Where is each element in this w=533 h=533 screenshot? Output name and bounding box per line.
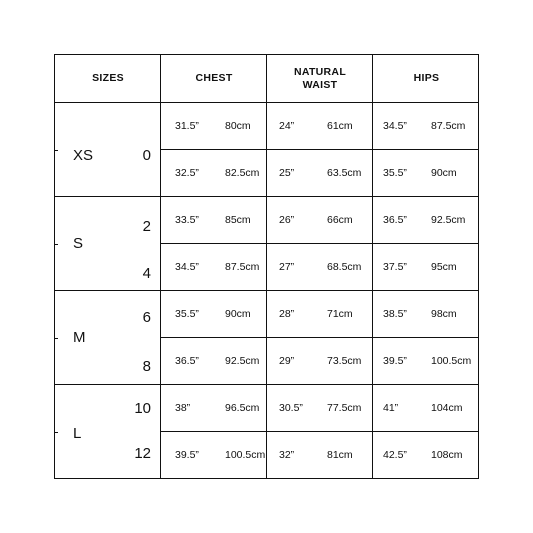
waist-inches: 29” <box>279 355 295 367</box>
chest-cm: 96.5cm <box>225 402 260 414</box>
size-cell <box>55 291 161 384</box>
size-cell <box>55 197 161 290</box>
size-number: 10 <box>134 400 151 417</box>
chest-cm: 90cm <box>225 308 251 320</box>
chest-cm: 100.5cm <box>225 449 266 461</box>
waist-cm: 71cm <box>327 308 353 320</box>
size-letter: XS <box>73 147 94 164</box>
table-row <box>161 338 478 384</box>
chest-inches: 32.5” <box>175 167 199 179</box>
size-letter: S <box>73 235 84 252</box>
header-natural-waist <box>267 55 373 102</box>
waist-inches: 30.5” <box>279 402 303 414</box>
table-row <box>161 432 478 478</box>
table-row <box>161 244 478 290</box>
header-hips: HIPS <box>413 72 440 84</box>
column-divider <box>266 55 267 478</box>
waist-cm: 81cm <box>327 449 353 461</box>
waist-cm: 77.5cm <box>327 402 362 414</box>
hips-cm: 100.5cm <box>431 355 472 367</box>
size-number: 4 <box>142 265 151 282</box>
chest-cm: 80cm <box>225 120 251 132</box>
size-cell <box>55 385 161 478</box>
size-number: 2 <box>142 218 151 235</box>
table-row <box>161 291 478 338</box>
hips-inches: 37.5” <box>383 261 407 273</box>
tick-mark <box>55 432 58 433</box>
waist-cm: 61cm <box>327 120 353 132</box>
chest-inches: 34.5” <box>175 261 199 273</box>
size-number: 12 <box>134 445 151 462</box>
chest-cm: 87.5cm <box>225 261 260 273</box>
size-letter: M <box>73 329 86 346</box>
hips-cm: 108cm <box>431 449 463 461</box>
tick-mark <box>55 244 58 245</box>
size-cell <box>55 103 161 196</box>
hips-inches: 39.5” <box>383 355 407 367</box>
waist-cm: 63.5cm <box>327 167 362 179</box>
hips-inches: 41” <box>383 402 399 414</box>
chest-inches: 36.5” <box>175 355 199 367</box>
chest-inches: 35.5” <box>175 308 199 320</box>
hips-inches: 34.5” <box>383 120 407 132</box>
chest-inches: 39.5” <box>175 449 199 461</box>
hips-cm: 90cm <box>431 167 457 179</box>
hips-inches: 42.5” <box>383 449 407 461</box>
waist-inches: 28” <box>279 308 295 320</box>
hips-cm: 92.5cm <box>431 214 466 226</box>
chest-inches: 38” <box>175 402 191 414</box>
table-row <box>161 385 478 432</box>
size-number: 8 <box>142 358 151 375</box>
hips-inches: 36.5” <box>383 214 407 226</box>
chest-inches: 31.5” <box>175 120 199 132</box>
column-divider <box>160 55 161 478</box>
chest-cm: 82.5cm <box>225 167 260 179</box>
size-chart-table <box>54 54 479 479</box>
hips-cm: 87.5cm <box>431 120 466 132</box>
header-chest: CHEST <box>195 72 233 84</box>
tick-mark <box>55 338 58 339</box>
size-number: 0 <box>142 147 151 164</box>
waist-inches: 25” <box>279 167 295 179</box>
header-waist-line1: NATURAL <box>293 65 347 78</box>
waist-inches: 27” <box>279 261 295 273</box>
waist-inches: 24” <box>279 120 295 132</box>
hips-cm: 98cm <box>431 308 457 320</box>
chest-inches: 33.5” <box>175 214 199 226</box>
table-row <box>161 150 478 196</box>
waist-inches: 26” <box>279 214 295 226</box>
hips-inches: 35.5” <box>383 167 407 179</box>
hips-cm: 104cm <box>431 402 463 414</box>
chest-cm: 92.5cm <box>225 355 260 367</box>
hips-inches: 38.5” <box>383 308 407 320</box>
table-row <box>161 197 478 244</box>
header-sizes: SIZES <box>92 72 124 84</box>
hips-cm: 95cm <box>431 261 457 273</box>
size-letter: L <box>73 425 82 442</box>
waist-cm: 68.5cm <box>327 261 362 273</box>
waist-cm: 73.5cm <box>327 355 362 367</box>
waist-cm: 66cm <box>327 214 353 226</box>
size-number: 6 <box>142 309 151 326</box>
table-row <box>161 103 478 150</box>
chest-cm: 85cm <box>225 214 251 226</box>
tick-mark <box>55 150 58 151</box>
header-waist-line2: WAIST <box>302 78 338 91</box>
waist-inches: 32” <box>279 449 295 461</box>
column-divider <box>372 55 373 478</box>
